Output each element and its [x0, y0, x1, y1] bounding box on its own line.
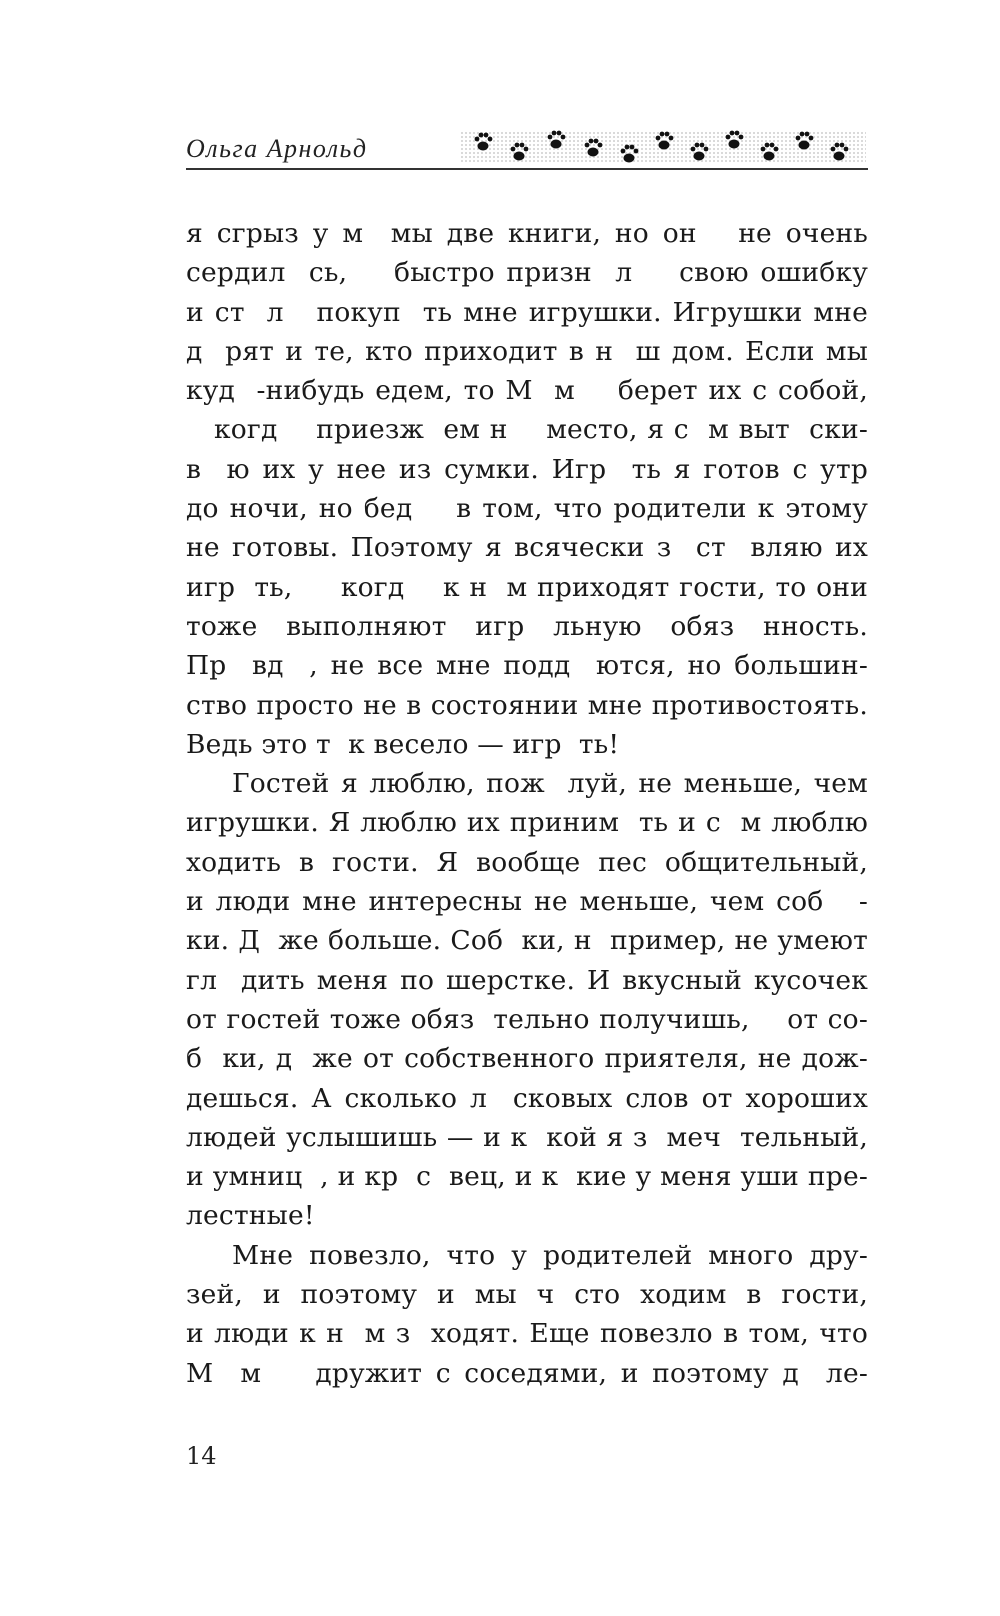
text-line: дешься. А сколько л сковых слов от хороших [186, 1082, 868, 1114]
text-line: ки. Д же больше. Соб ки, н пример, не умеют [186, 925, 868, 957]
text-line: и люди к н м з ходят. Еще повезло в том, что [186, 1318, 868, 1350]
text-line: игр ть, когд к н м приходят гости, то они [186, 571, 868, 603]
text-line: когд приезж ем н место, я с м выт ски- [214, 414, 868, 446]
text-line: куд -нибудь едем, то М м берет их с собой, [186, 375, 868, 407]
text-line: от гостей тоже обяз тельно получишь, от со- [186, 1003, 868, 1035]
text-line: тоже выполняют игр льную обяз нность. [186, 610, 868, 642]
running-header [186, 128, 868, 172]
text-line: лестные! [186, 1200, 315, 1232]
text-line: Ведь это т к весело — игр ть! [186, 728, 620, 760]
text-line: я сгрыз у м мы две книги, но он не очень [186, 218, 868, 249]
text-line: гл дить меня по шерстке. И вкусный кусочек [186, 964, 868, 996]
page-body [186, 214, 868, 1393]
text-line: в ю их у нее из сумки. Игр ть я готов с утр [186, 453, 868, 485]
text-line: Гостей я люблю, пож луй, не меньше, чем [232, 768, 868, 800]
text-line: до ночи, но бед в том, что родители к этому [186, 493, 868, 525]
text-line: игрушки. Я люблю их приним ть и с м люблю [186, 807, 868, 839]
text-line: и ст л покуп ть мне игрушки. Игрушки мне [186, 296, 868, 328]
text-line: д рят и те, кто приходит в н ш дом. Если мы [186, 335, 868, 367]
text-line: сердил сь, быстро призн л свою ошибку [186, 257, 868, 289]
text-line: людей услышишь — и к кой я з меч тельный, [186, 1121, 868, 1153]
paw-prints-icon [461, 128, 866, 168]
text-line: и умниц , и кр с вец, и к кие у меня уши пре- [186, 1161, 868, 1193]
author-name: Ольга Арнольд [186, 134, 368, 163]
text-line: ходить в гости. Я вообще пес общительный, [186, 846, 868, 878]
header-divider [186, 168, 868, 170]
text-line: М м дружит с соседями, и поэтому д ле- [186, 1357, 868, 1389]
text-line: ство просто не в состоянии мне противостоять. [186, 689, 868, 721]
text-line: и люди мне интересны не меньше, чем соб - [186, 886, 868, 918]
text-line: Пр вд , не все мне подд ются, но большин- [186, 650, 868, 682]
text-line: не готовы. Поэтому я всячески з ст вляю их [186, 532, 868, 564]
text-line: зей, и поэтому и мы ч сто ходим в гости, [186, 1279, 868, 1311]
text-line: б ки, д же от собственного приятеля, не дож- [186, 1043, 868, 1075]
text-line: Мне повезло, что у родителей много дру- [232, 1239, 868, 1271]
page-number: 14 [186, 1442, 217, 1470]
